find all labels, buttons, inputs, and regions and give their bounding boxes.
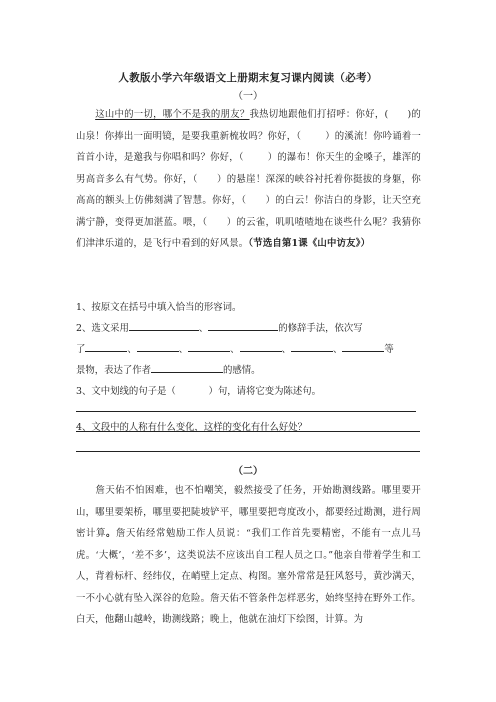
question-text: 、: [281, 344, 291, 355]
answer-blank[interactable]: [188, 341, 230, 352]
answer-blank[interactable]: [240, 341, 282, 352]
question-text: 、: [198, 323, 209, 334]
question-4: 4、文段中的人称有什么变化，这样的变化有什么好处？: [76, 422, 307, 433]
passage-text: ）的瀑布！你天生的金嗓子，雄浑的男高音多么有气势。你好，（: [76, 152, 421, 185]
question-text: 的修辞手法，依次写: [278, 323, 363, 334]
passage-text: 詹天佑不怕困难，也不怕嘲笑，毅然接受了任务，开始勘测线路。哪里要开山，哪里要架桥，哪里要把陡坡铲平，哪里要把弯度改小，都要经过勘测，进行周密计算: [76, 485, 421, 539]
answer-blank[interactable]: [342, 341, 384, 352]
page-title: 人教版小学六年级语文上册期末复习课内阅读（必考）: [118, 72, 378, 84]
passage-text: ）的悬崖！深深的峡谷衬托着你挺拔的身躯，你高高的额头上仿佛刻满了智慧。你好，（: [76, 173, 421, 206]
passage-text: 。: [106, 528, 116, 539]
question-text: 、: [127, 344, 137, 355]
section-two-heading: （二）: [233, 466, 263, 477]
answer-blank[interactable]: [151, 362, 223, 373]
passage-text: ）的白云！你洁白的身影，让天空充满宁静，变得更加湛蓝。喂，（: [76, 195, 421, 228]
passage-text: ）的溪流！你吟诵着一首首小诗，是邀我与你唱和吗？你好，（: [76, 130, 421, 163]
question-text: 3、文中划线的句子是（: [76, 386, 176, 397]
question-text: 等: [384, 344, 394, 355]
question-2-line-3: [76, 360, 424, 382]
passage-text: 我热切地跟他们打招呼：你好，(: [249, 109, 389, 120]
question-text: 了: [76, 344, 86, 355]
answer-line[interactable]: [76, 411, 416, 412]
passage-source: （节选自第1课《山中访友》）: [248, 238, 371, 249]
answer-blank[interactable]: [291, 341, 333, 352]
answer-line[interactable]: [76, 431, 420, 432]
section-two-passage: [76, 480, 421, 631]
question-text: 景物，表达了作者: [76, 365, 152, 376]
question-text: 2、选文采用: [76, 323, 129, 334]
answer-blank[interactable]: [137, 341, 179, 352]
passage-text: )的山泉！你捧出一面明镜，是要我重新梳妆吗？你好，（: [76, 109, 421, 142]
question-text: ）句，请将它变为陈述句。: [208, 386, 322, 397]
section-one-passage: [76, 104, 421, 255]
answer-line[interactable]: [76, 451, 420, 452]
underlined-sentence: 这山中的一切，哪个不是我的朋友？: [95, 109, 250, 120]
passage-text: 詹天佑经常勉励工作人员说：“我们工作首先要精密，不能有一点儿马虎。‘大概’，‘差不多’，这类说法不应该出自工程人员之口。”他亲自带着学生和工人，背着标杆、经纬仪，在峭壁上定点、构图。塞外常常是狂风怒号，黄沙满天，一不小心就有坠入深谷的危险。詹天佑不管条件怎样恶劣，始终坚持在野外工作。白天，他翻山越岭，勘测线路；晚上，他就在油灯下绘图，计算。为: [76, 528, 421, 625]
answer-blank[interactable]: [129, 320, 199, 331]
question-text: 的感情。: [223, 365, 261, 376]
question-1: 1、按原文在括号中填入恰当的形容词。: [76, 302, 242, 313]
passage-text: ）的云雀，叽叽喳喳地在谈些什么呢？我猜你们津津乐道的，是飞行中看到的好风景。: [76, 216, 421, 249]
question-text: 、: [178, 344, 189, 355]
question-2-line-2: [76, 339, 424, 361]
answer-blank[interactable]: [85, 341, 127, 352]
question-2: [76, 318, 424, 340]
answer-blank[interactable]: [208, 320, 278, 331]
section-one-heading: （一）: [233, 91, 263, 102]
question-text: 、: [332, 344, 343, 355]
question-text: 、: [230, 344, 240, 355]
question-3: [76, 381, 424, 403]
